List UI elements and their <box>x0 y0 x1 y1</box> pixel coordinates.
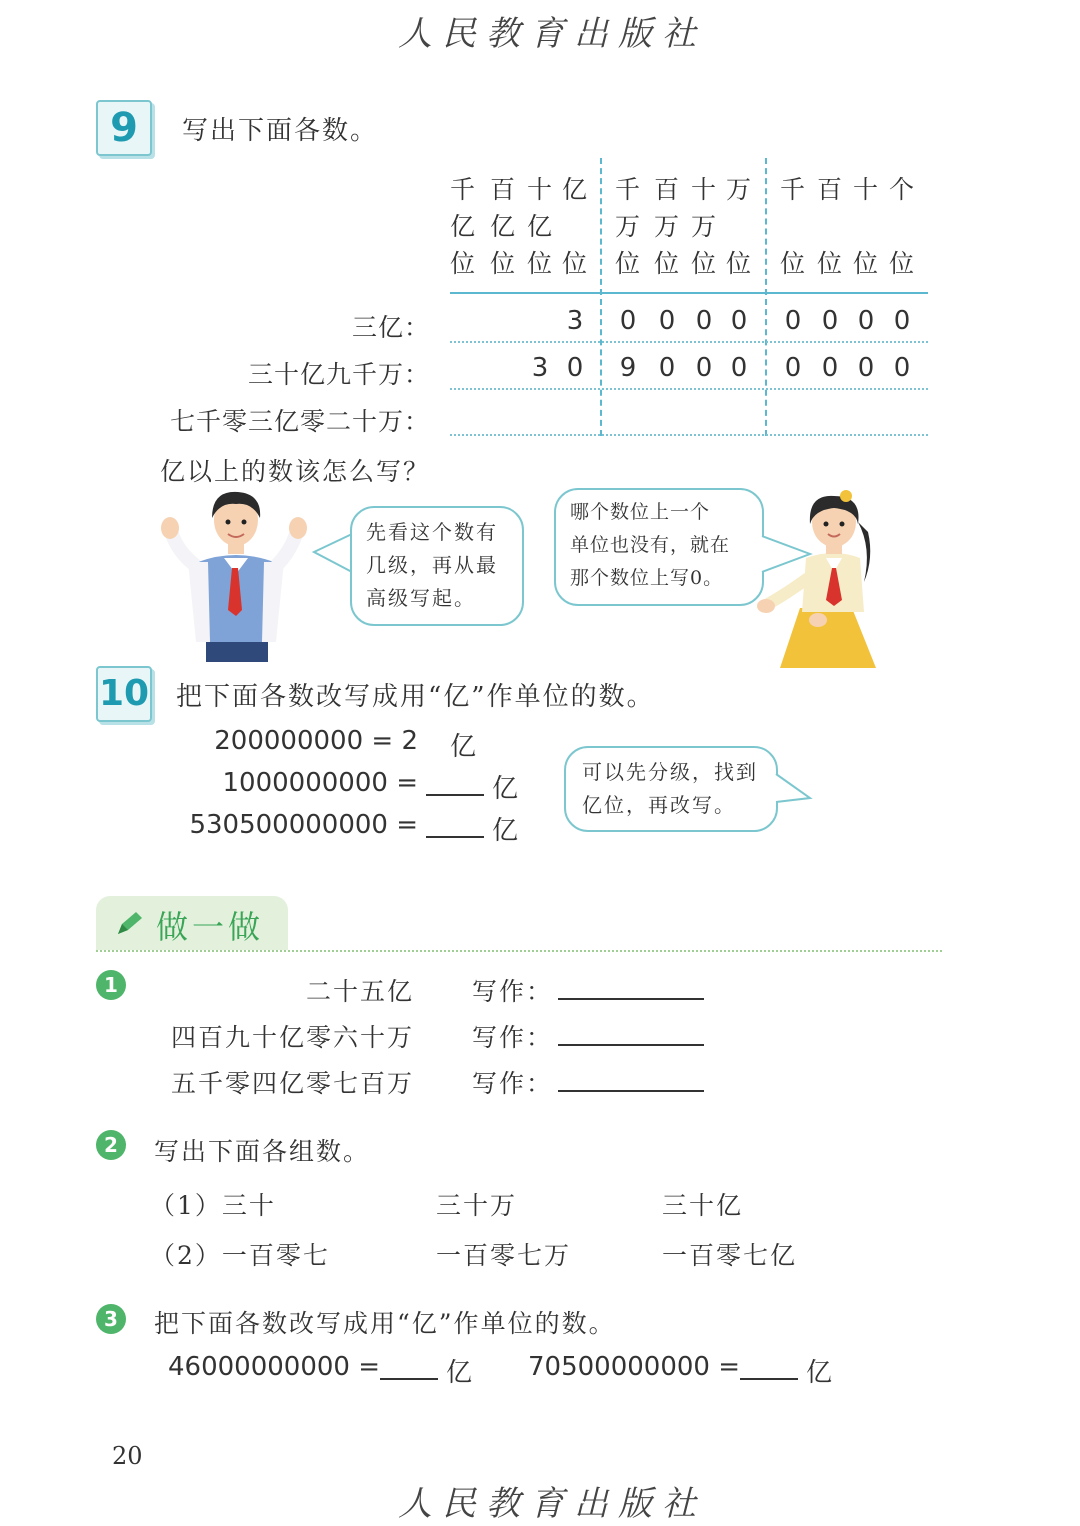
q3-item-unit: 亿 <box>446 1358 473 1388</box>
place-header-char: 位 <box>817 249 843 278</box>
place-header-char: 百 <box>490 175 516 204</box>
class-separator-line <box>765 158 767 436</box>
answer-blank[interactable] <box>426 836 484 838</box>
digit-cell: 0 <box>821 306 839 336</box>
place-header-char: 十 <box>691 175 717 204</box>
place-header-char: 位 <box>490 249 516 278</box>
digit-cell: 3 <box>531 353 549 383</box>
place-header-char: 十 <box>527 175 553 204</box>
ex10-item-unit: 亿 <box>492 774 519 804</box>
digit-cell: 9 <box>619 353 637 383</box>
q1-item-text: 五千零四亿零七百万 <box>170 1069 414 1098</box>
digit-cell: 0 <box>619 306 637 336</box>
class-separator-line <box>600 158 602 436</box>
girl-illustration <box>756 488 892 672</box>
place-header-char: 百 <box>654 175 680 204</box>
digit-cell: 0 <box>893 353 911 383</box>
place-header-char: 百 <box>817 175 843 204</box>
q1-item-text: 二十五亿 <box>305 977 414 1006</box>
place-header-char: 位 <box>527 249 553 278</box>
header-rule <box>450 292 928 294</box>
q1-write-label: 写作： <box>472 1069 554 1098</box>
row-label: 七千零三亿零二十万： <box>169 407 430 436</box>
q2-item: （1）三十 <box>150 1191 276 1220</box>
digit-cell: 0 <box>566 353 584 383</box>
answer-blank[interactable] <box>380 1378 438 1380</box>
row-divider <box>450 341 928 343</box>
digit-cell: 0 <box>730 306 748 336</box>
place-header-char: 千 <box>615 175 641 204</box>
boy-speech-bubble <box>350 506 524 626</box>
place-header-char: 个 <box>889 175 915 204</box>
bubble-line: 先看这个数有 <box>366 520 498 544</box>
digit-cell: 0 <box>893 306 911 336</box>
digit-cell: 0 <box>784 306 802 336</box>
place-header-char: 亿 <box>562 175 588 204</box>
q3-item-left: 70500000000 = <box>528 1352 741 1382</box>
place-header-char: 万 <box>691 212 717 241</box>
bubble-line: 那个数位上写0。 <box>570 567 724 589</box>
digit-cell: 0 <box>658 306 676 336</box>
answer-blank[interactable] <box>558 1044 704 1046</box>
q3-title: 把下面各数改写成用“亿”作单位的数。 <box>154 1309 616 1338</box>
digit-cell: 0 <box>784 353 802 383</box>
ex10-item-unit: 亿 <box>450 732 477 762</box>
exercise-10-title: 把下面各数改写成用“亿”作单位的数。 <box>176 682 655 712</box>
place-header-char: 位 <box>853 249 879 278</box>
ex10-item-left: 530500000000 = <box>189 810 418 840</box>
place-header-char: 万 <box>615 212 641 241</box>
place-header-char: 位 <box>450 249 476 278</box>
digit-cell: 3 <box>566 306 584 336</box>
bubble-line: 高级写起。 <box>366 586 476 610</box>
q3-item-left: 46000000000 = <box>168 1352 381 1382</box>
place-header-char: 位 <box>726 249 752 278</box>
publisher-watermark-bottom: 人民教育出版社 <box>398 1484 706 1524</box>
q1-item-text: 四百九十亿零六十万 <box>170 1023 414 1052</box>
ex10-hint-bubble <box>564 746 778 832</box>
place-header-char: 位 <box>691 249 717 278</box>
row-label: 三亿： <box>351 313 430 342</box>
practice-divider <box>96 950 942 952</box>
row-label: 三十亿九千万： <box>247 360 430 389</box>
place-header-char: 千 <box>780 175 806 204</box>
practice-label: 做一做 <box>156 908 265 946</box>
ex10-item-left: 200000000 = 2 <box>214 726 418 756</box>
q1-write-label: 写作： <box>472 977 554 1006</box>
place-header-char: 万 <box>726 175 752 204</box>
ex10-item-left: 1000000000 = <box>222 768 418 798</box>
ex10-bubble-tail <box>774 770 814 810</box>
publisher-watermark-top: 人民教育出版社 <box>398 14 706 54</box>
q3-item-unit: 亿 <box>806 1358 833 1388</box>
place-header-char: 万 <box>654 212 680 241</box>
place-header-char: 亿 <box>450 212 476 241</box>
answer-blank[interactable] <box>740 1378 798 1380</box>
digit-cell: 0 <box>857 353 875 383</box>
place-header-char: 位 <box>889 249 915 278</box>
question-1-marker: 1 <box>96 970 126 1000</box>
q2-item: 一百零七亿 <box>662 1241 798 1270</box>
q2-item: （2）一百零七 <box>150 1241 330 1270</box>
bubble-line: 几级，再从最 <box>366 553 498 577</box>
place-header-char: 十 <box>853 175 879 204</box>
digit-cell: 0 <box>658 353 676 383</box>
page-number: 20 <box>112 1442 143 1470</box>
digit-cell: 0 <box>730 353 748 383</box>
girl-speech-bubble <box>554 488 764 606</box>
digit-cell: 0 <box>821 353 839 383</box>
bubble-line: 可以先分级，找到 <box>582 760 758 784</box>
bubble-line: 单位也没有，就在 <box>570 534 731 556</box>
practice-header <box>96 896 288 950</box>
place-header-char: 位 <box>654 249 680 278</box>
answer-blank[interactable] <box>558 1090 704 1092</box>
exercise-9-badge: 9 <box>96 100 152 156</box>
q2-item: 三十亿 <box>662 1191 744 1220</box>
question-3-marker: 3 <box>96 1304 126 1334</box>
digit-cell: 0 <box>695 353 713 383</box>
q2-item: 一百零七万 <box>436 1241 572 1270</box>
exercise-9-question: 亿以上的数该怎么写？ <box>160 457 431 486</box>
place-header-char: 位 <box>780 249 806 278</box>
exercise-10-badge: 10 <box>96 666 152 722</box>
place-header-char: 亿 <box>527 212 553 241</box>
place-header-char: 亿 <box>490 212 516 241</box>
digit-cell: 0 <box>695 306 713 336</box>
q2-item: 三十万 <box>436 1191 518 1220</box>
place-header-char: 位 <box>615 249 641 278</box>
answer-blank[interactable] <box>558 998 704 1000</box>
exercise-9-title: 写出下面各数。 <box>182 116 379 146</box>
place-header-char: 千 <box>450 175 476 204</box>
bubble-line: 哪个数位上一个 <box>570 501 711 523</box>
row-divider <box>450 434 928 436</box>
pencil-icon <box>114 910 146 938</box>
digit-cell: 0 <box>857 306 875 336</box>
boy-illustration <box>158 482 308 662</box>
place-value-table <box>0 0 1080 460</box>
row-divider <box>450 388 928 390</box>
question-2-marker: 2 <box>96 1130 126 1160</box>
answer-blank[interactable] <box>426 794 484 796</box>
ex10-item-unit: 亿 <box>492 816 519 846</box>
bubble-line: 亿位，再改写。 <box>582 793 736 817</box>
q1-write-label: 写作： <box>472 1023 554 1052</box>
q2-title: 写出下面各组数。 <box>154 1137 371 1166</box>
place-header-char: 位 <box>562 249 588 278</box>
